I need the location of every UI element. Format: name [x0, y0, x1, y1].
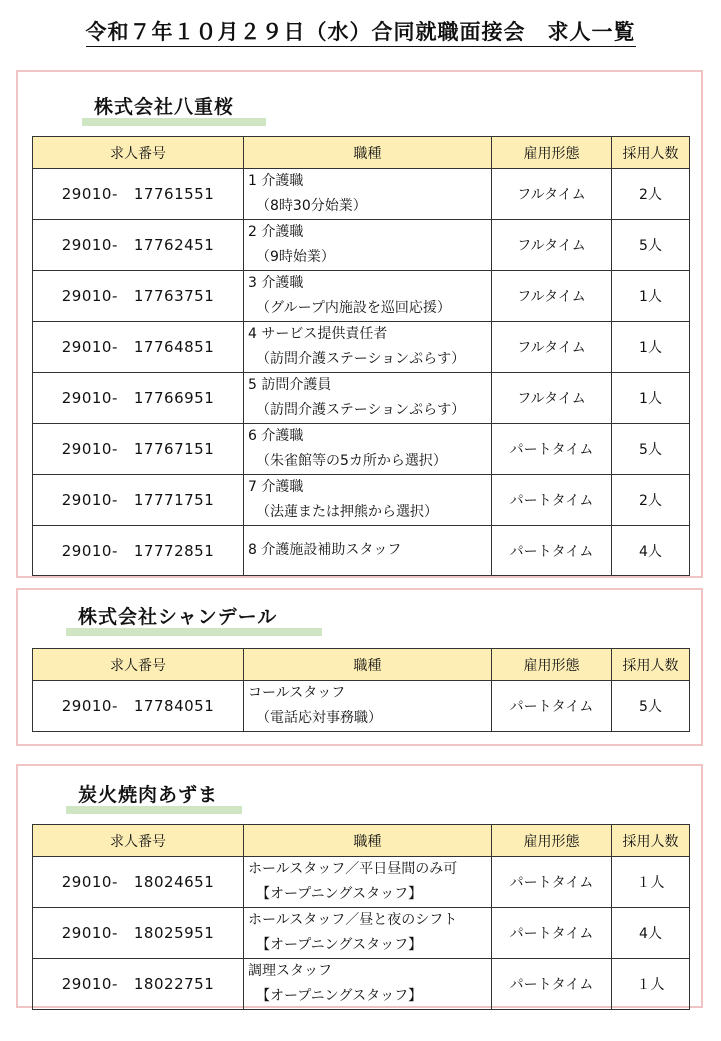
header-job: 職種 — [244, 649, 492, 681]
hire-count: １人 — [612, 857, 690, 908]
job-number: 29010- 17767151 — [33, 424, 244, 475]
employment-type: フルタイム — [492, 373, 612, 424]
job-title: 3 介護職 （グループ内施設を巡回応援） — [244, 271, 492, 322]
job-number: 29010- 17766951 — [33, 373, 244, 424]
employment-type: フルタイム — [492, 220, 612, 271]
table-row — [33, 220, 690, 271]
company-name: 株式会社八重桜 — [94, 96, 235, 118]
header-job: 職種 — [244, 825, 492, 857]
hire-count: 5人 — [612, 220, 690, 271]
page-title: 令和７年１０月２９日（水）合同就職面接会 求人一覧 — [0, 16, 721, 46]
table-row — [33, 681, 690, 732]
job-title: 5 訪問介護員 （訪問介護ステーションぷらす） — [244, 373, 492, 424]
job-table — [32, 824, 690, 1010]
job-title: 7 介護職 （法蓮または押熊から選択） — [244, 475, 492, 526]
hire-count: 1人 — [612, 322, 690, 373]
hire-count: 4人 — [612, 526, 690, 576]
table-header-row — [33, 137, 690, 169]
table-row — [33, 959, 690, 1010]
job-title: 6 介護職 （朱雀館等の5カ所から選択） — [244, 424, 492, 475]
header-type: 雇用形態 — [492, 825, 612, 857]
table-row — [33, 475, 690, 526]
employment-type: パートタイム — [492, 681, 612, 732]
table-row — [33, 424, 690, 475]
table-header-row — [33, 649, 690, 681]
job-number: 29010- 18022751 — [33, 959, 244, 1010]
job-title: ホールスタッフ／平日昼間のみ可 【オープニングスタッフ】 — [244, 857, 492, 908]
employment-type: フルタイム — [492, 271, 612, 322]
table-row — [33, 373, 690, 424]
table-row — [33, 322, 690, 373]
hire-count: 1人 — [612, 271, 690, 322]
table-header-row — [33, 825, 690, 857]
header-number: 求人番号 — [33, 137, 244, 169]
job-number: 29010- 17763751 — [33, 271, 244, 322]
job-number: 29010- 17784051 — [33, 681, 244, 732]
job-title: 8 介護施設補助スタッフ — [244, 526, 492, 576]
company-name: 炭火焼肉あずま — [78, 784, 219, 806]
header-number: 求人番号 — [33, 649, 244, 681]
job-title: 4 サービス提供責任者 （訪問介護ステーションぷらす） — [244, 322, 492, 373]
table-row — [33, 526, 690, 576]
header-type: 雇用形態 — [492, 137, 612, 169]
company-section-1 — [16, 70, 703, 578]
header-count: 採用人数 — [612, 649, 690, 681]
table-row — [33, 169, 690, 220]
employment-type: パートタイム — [492, 908, 612, 959]
job-title: 2 介護職 （9時始業） — [244, 220, 492, 271]
company-section-3 — [16, 764, 703, 1008]
employment-type: フルタイム — [492, 169, 612, 220]
job-number: 29010- 17772851 — [33, 526, 244, 576]
job-table — [32, 648, 690, 732]
job-table — [32, 136, 690, 576]
job-number: 29010- 17764851 — [33, 322, 244, 373]
hire-count: 1人 — [612, 373, 690, 424]
hire-count: 4人 — [612, 908, 690, 959]
employment-type: パートタイム — [492, 959, 612, 1010]
hire-count: 2人 — [612, 475, 690, 526]
table-row — [33, 271, 690, 322]
job-number: 29010- 17761551 — [33, 169, 244, 220]
employment-type: フルタイム — [492, 322, 612, 373]
header-number: 求人番号 — [33, 825, 244, 857]
employment-type: パートタイム — [492, 475, 612, 526]
header-type: 雇用形態 — [492, 649, 612, 681]
header-job: 職種 — [244, 137, 492, 169]
job-number: 29010- 17762451 — [33, 220, 244, 271]
job-title: ホールスタッフ／昼と夜のシフト 【オープニングスタッフ】 — [244, 908, 492, 959]
company-section-2 — [16, 588, 703, 746]
job-number: 29010- 18024651 — [33, 857, 244, 908]
table-row — [33, 908, 690, 959]
table-row — [33, 857, 690, 908]
header-count: 採用人数 — [612, 825, 690, 857]
employment-type: パートタイム — [492, 857, 612, 908]
header-count: 採用人数 — [612, 137, 690, 169]
company-name: 株式会社シャンデール — [78, 606, 278, 628]
job-title: 調理スタッフ 【オープニングスタッフ】 — [244, 959, 492, 1010]
hire-count: １人 — [612, 959, 690, 1010]
job-title: コールスタッフ （電話応対事務職） — [244, 681, 492, 732]
job-number: 29010- 17771751 — [33, 475, 244, 526]
employment-type: パートタイム — [492, 526, 612, 576]
hire-count: 5人 — [612, 424, 690, 475]
employment-type: パートタイム — [492, 424, 612, 475]
job-number: 29010- 18025951 — [33, 908, 244, 959]
hire-count: 2人 — [612, 169, 690, 220]
hire-count: 5人 — [612, 681, 690, 732]
job-title: 1 介護職 （8時30分始業） — [244, 169, 492, 220]
